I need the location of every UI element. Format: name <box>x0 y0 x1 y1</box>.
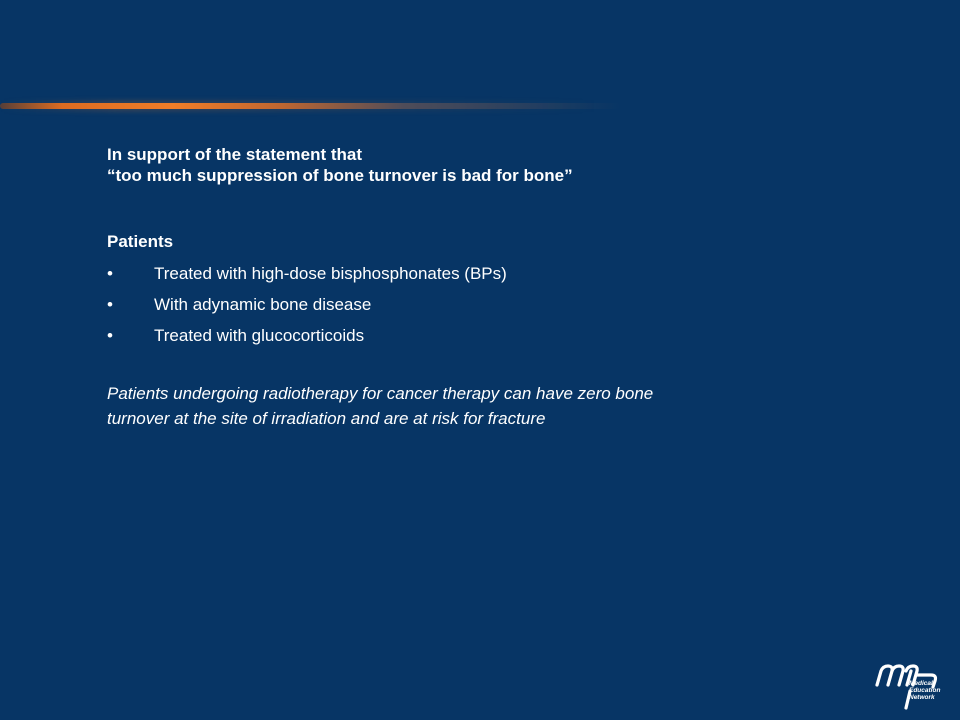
note-line-2: turnover at the site of irradiation and are at risk for fracture <box>107 409 546 428</box>
logo-wordmark <box>909 680 940 701</box>
bullet-icon: • <box>107 295 113 314</box>
bullet-text: Treated with glucocorticoids <box>154 326 365 345</box>
logo-line-1: Medical <box>909 680 933 687</box>
section-label: Patients <box>107 232 174 251</box>
bullet-text: Treated with high-dose bisphosphonates (BPs) <box>154 264 507 283</box>
note-paragraph <box>107 381 827 431</box>
bullet-icon: • <box>107 326 113 345</box>
bullet-icon: • <box>107 264 113 283</box>
accent-line <box>0 103 620 109</box>
title-line-1: In support of the statement that <box>107 145 362 164</box>
title-line-2: “too much suppression of bone turnover is bad for bone” <box>107 166 573 185</box>
logo-line-3: Network <box>909 694 935 701</box>
logo-line-2: Education <box>909 687 941 694</box>
slide-title <box>107 144 573 186</box>
note-line-1: Patients undergoing radiotherapy for cancer therapy can have zero bone <box>107 384 654 403</box>
bullet-text: With adynamic bone disease <box>154 295 372 314</box>
